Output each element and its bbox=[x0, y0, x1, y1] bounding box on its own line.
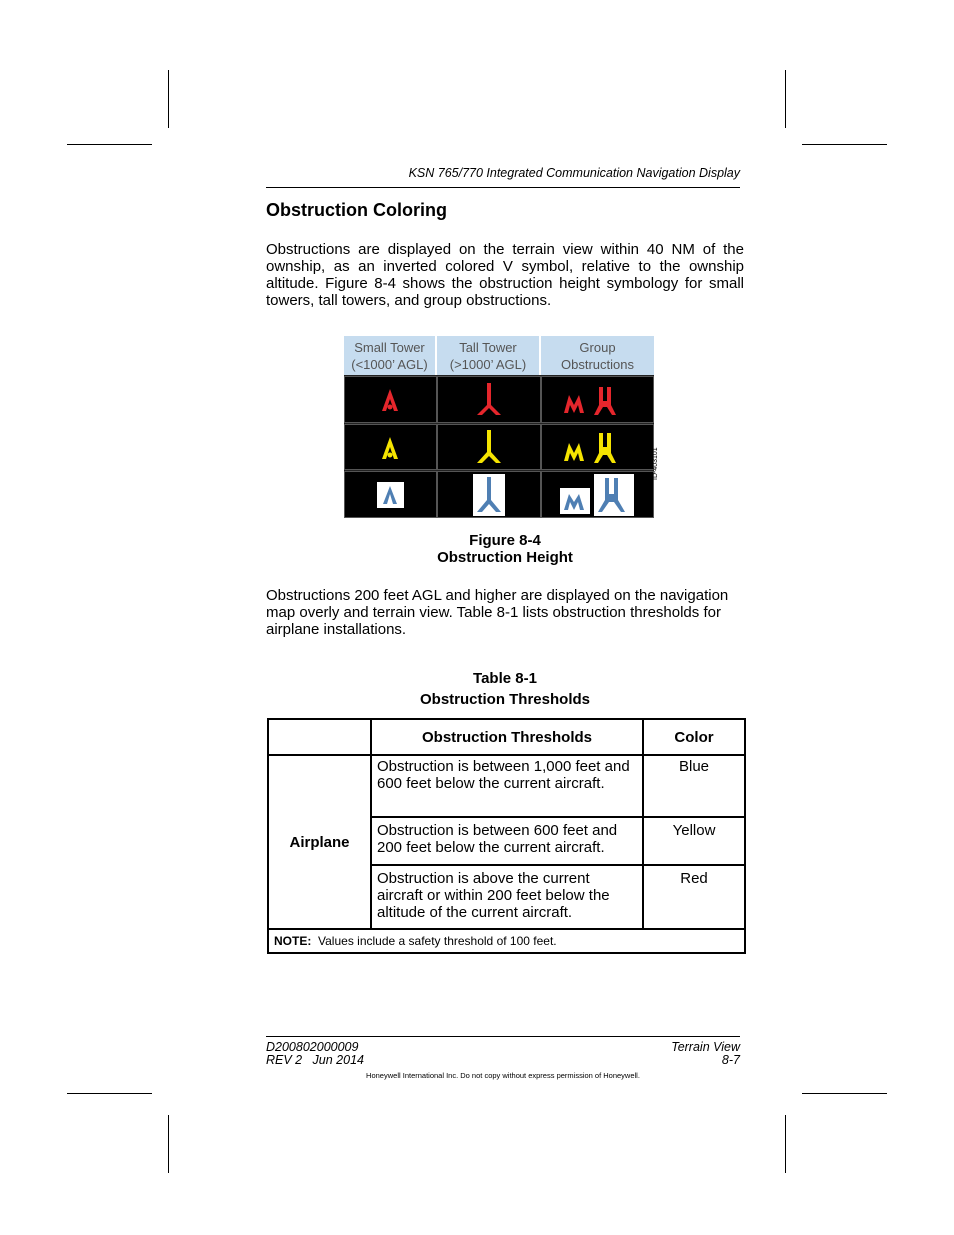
figure-cell bbox=[344, 471, 437, 518]
figure-id: ID-403101 bbox=[652, 447, 659, 480]
footer-rule bbox=[266, 1036, 740, 1037]
figure-column-header: Small Tower (<1000’ AGL) bbox=[344, 336, 437, 375]
crop-mark bbox=[802, 144, 887, 145]
figure-cell bbox=[541, 471, 654, 518]
group-obstruction-red-icon bbox=[542, 377, 653, 422]
table-note-row bbox=[268, 929, 745, 953]
crop-mark bbox=[168, 1115, 169, 1173]
figure-column-header: Tall Tower (>1000’ AGL) bbox=[437, 336, 541, 375]
crop-mark bbox=[67, 144, 152, 145]
table-number: Table 8-1 bbox=[473, 670, 537, 687]
figure-title: Obstruction Height bbox=[437, 549, 573, 566]
color-cell: Blue bbox=[643, 755, 745, 817]
tall-tower-red-icon bbox=[438, 377, 540, 422]
color-cell: Yellow bbox=[643, 817, 745, 865]
tall-tower-yellow-icon bbox=[438, 425, 540, 469]
figure-cell bbox=[437, 376, 541, 423]
obstruction-height-figure bbox=[344, 336, 654, 518]
note-label: NOTE: bbox=[274, 933, 312, 948]
table-note bbox=[268, 929, 745, 953]
table-title: Obstruction Thresholds bbox=[419, 691, 590, 708]
figure-number: Figure 8-4 bbox=[469, 532, 541, 549]
small-tower-blue-icon bbox=[345, 472, 436, 517]
table-row bbox=[268, 755, 745, 817]
group-obstruction-blue-icon bbox=[542, 472, 653, 517]
color-cell: Red bbox=[643, 865, 745, 929]
revision: REV 2 Jun 2014 bbox=[266, 1053, 364, 1067]
tall-tower-blue-icon bbox=[438, 472, 540, 517]
table-header-blank bbox=[268, 719, 371, 755]
running-header: KSN 765/770 Integrated Communication Navigation Display bbox=[408, 166, 740, 180]
page-number: 8-7 bbox=[721, 1053, 740, 1067]
small-tower-yellow-icon bbox=[345, 425, 436, 469]
after-figure-paragraph: Obstructions 200 feet AGL and higher are displayed on the navigation map overly and terrain view. Table 8-1 lists obstruction thresholds for airplane installations. bbox=[266, 587, 729, 638]
table-header-row bbox=[268, 719, 745, 755]
crop-mark bbox=[785, 70, 786, 128]
crop-mark bbox=[67, 1093, 152, 1094]
intro-paragraph: Obstructions are displayed on the terrain view within 40 NM of the ownship, as an inverted colored V symbol, relative to the ownship altitude. Figure 8-4 shows the obstruction height symbology for small towers, tall towers, and group obstructions. bbox=[266, 241, 744, 309]
figure-cell bbox=[541, 376, 654, 423]
copyright-notice: Honeywell International Inc. Do not copy without express permission of Honeywell. bbox=[366, 1071, 640, 1080]
crop-mark bbox=[802, 1093, 887, 1094]
figure-cell bbox=[344, 424, 437, 470]
figure-cell bbox=[437, 471, 541, 518]
figure-column-header: Group Obstructions bbox=[541, 336, 654, 375]
row-group-airplane: Airplane bbox=[268, 755, 371, 929]
chapter-name: Terrain View bbox=[671, 1040, 740, 1054]
figure-cell bbox=[541, 424, 654, 470]
small-tower-red-icon bbox=[345, 377, 436, 422]
header-rule bbox=[266, 187, 740, 188]
table-header-color: Color bbox=[643, 719, 745, 755]
threshold-cell: Obstruction is above the current aircraft or within 200 feet below the altitude of the current aircraft. bbox=[371, 865, 643, 929]
doc-number: D200802000009 bbox=[266, 1040, 359, 1054]
note-text: Values include a safety threshold of 100 feet. bbox=[318, 933, 557, 948]
section-title: Obstruction Coloring bbox=[266, 200, 447, 220]
figure-cell bbox=[437, 424, 541, 470]
crop-mark bbox=[785, 1115, 786, 1173]
threshold-cell: Obstruction is between 600 feet and 200 feet below the current aircraft. bbox=[371, 817, 643, 865]
threshold-cell: Obstruction is between 1,000 feet and 600 feet below the current aircraft. bbox=[371, 755, 643, 817]
obstruction-thresholds-table bbox=[267, 718, 746, 954]
figure-cell bbox=[344, 376, 437, 423]
group-obstruction-yellow-icon bbox=[542, 425, 653, 469]
crop-mark bbox=[168, 70, 169, 128]
table-header-thresholds: Obstruction Thresholds bbox=[371, 719, 643, 755]
